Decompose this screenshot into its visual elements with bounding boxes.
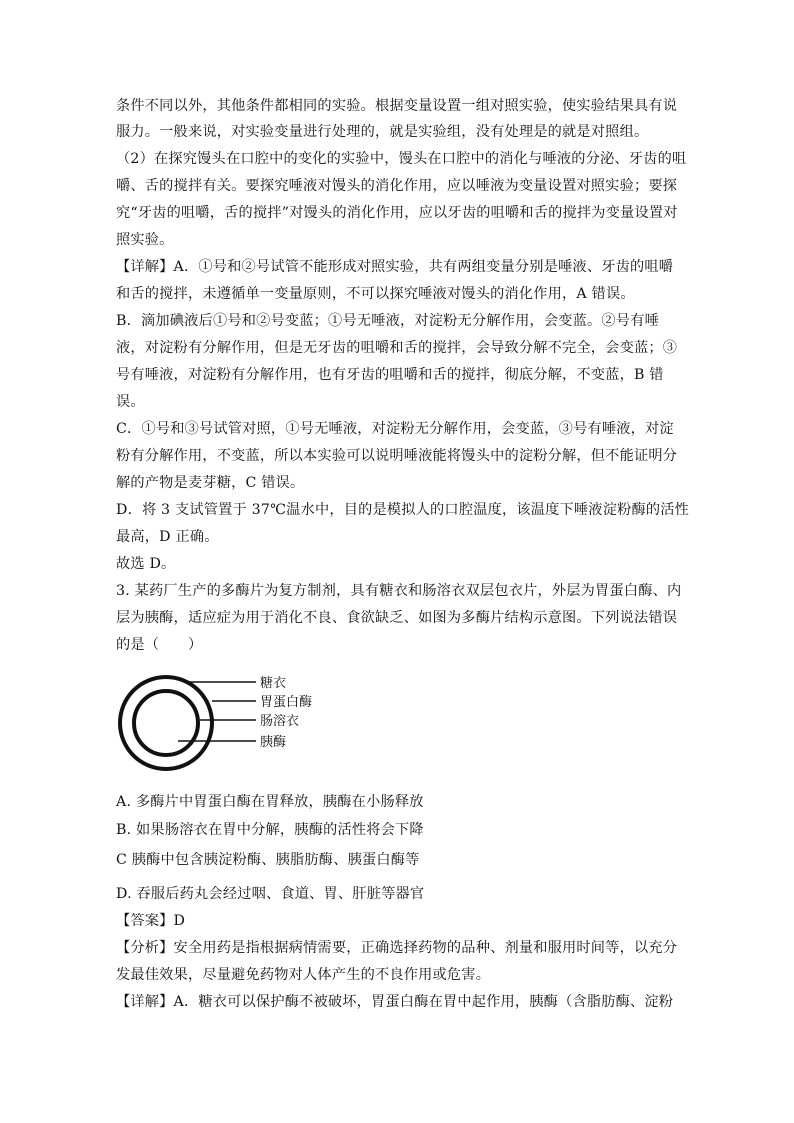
label-enteric-coat: 肠溶衣: [260, 714, 300, 729]
question-text: 3. 某药厂生产的多酶片为复方制剂，具有糖衣和肠溶衣双层包衣片，外层为胃蛋白酶、内: [116, 583, 682, 599]
text-line: 服力。一般来说，对实验变量进行处理的，就是实验组，没有处理是的就是对照组。: [116, 124, 649, 140]
explanation-line: 【详解】A．糖衣可以保护酶不被破坏，胃蛋白酶在胃中起作用，胰酶（含脂肪酶、淀粉: [116, 994, 674, 1010]
label-pancreatin: 胰酶: [260, 735, 287, 750]
inner-ring: [134, 691, 198, 755]
text-line: 嚼、舌的搅拌有关。要探究唾液对馒头的消化作用，应以唾液为变量设置对照实验；要探: [116, 178, 678, 194]
text-line: （2）在探究馒头在口腔中的变化的实验中，馒头在口腔中的消化与唾液的分泌、牙齿的咀: [116, 151, 687, 167]
text-line: 最高，D 正确。: [116, 529, 219, 545]
text-line: 【详解】A．①号和②号试管不能形成对照实验，共有两组变量分别是唾液、牙齿的咀嚼: [116, 259, 674, 275]
option-b: B. 如果肠溶衣在胃中分解，胰酶的活性将会下降: [116, 822, 424, 838]
tablet-structure-svg: [116, 668, 376, 778]
text-line: 究“牙齿的咀嚼，舌的搅拌”对馒头的消化作用，应以牙齿的咀嚼和舌的搅拌为变量设置对: [116, 205, 678, 221]
option-a: A. 多酶片中胃蛋白酶在胃释放，胰酶在小肠释放: [116, 794, 424, 810]
multienzyme-tablet-diagram: [116, 668, 376, 778]
text-line: 误。: [116, 394, 145, 410]
text-line: 号有唾液，对淀粉有分解作用，也有牙齿的咀嚼和舌的搅拌，彻底分解，不变蓝，B 错: [116, 367, 664, 383]
question-text: 的是（ ）: [116, 637, 203, 653]
analysis-line: 发最佳效果，尽量避免药物对人体产生的不良作用或危害。: [116, 967, 491, 983]
text-line: 解的产物是麦芽糖，C 错误。: [116, 475, 305, 491]
question-text: 层为胰酶，适应症为用于消化不良、食欲缺乏、如图为多酶片结构示意图。下列说法错误: [116, 610, 678, 626]
text-line: 和舌的搅拌，未遵循单一变量原则，不可以探究唾液对馒头的消化作用，A 错误。: [116, 286, 635, 302]
text-line: 液，对淀粉有分解作用，但是无牙齿的咀嚼和舌的搅拌，会导致分解不完全，会变蓝；③: [116, 340, 678, 356]
option-c: C 胰酶中包含胰淀粉酶、胰脂肪酶、胰蛋白酶等: [116, 852, 420, 868]
answer-line: 【答案】D: [116, 913, 186, 929]
option-d: D. 吞服后药丸会经过咽、食道、胃、肝脏等器官: [116, 886, 425, 902]
analysis-line: 【分析】安全用药是指根据病情需要，正确选择药物的品种、剂量和服用时间等，以充分: [116, 940, 678, 956]
text-line: 照实验。: [116, 232, 174, 248]
text-line: D．将 3 支试管置于 37℃温水中，目的是模拟人的口腔温度，该温度下唾液淀粉酶的活性: [116, 502, 690, 518]
text-line: B．滴加碘液后①号和②号变蓝；①号无唾液，对淀粉无分解作用，会变蓝。②号有唾: [116, 313, 659, 329]
text-line: 故选 D。: [116, 556, 176, 572]
text-line: 粉有分解作用，不变蓝，所以本实验可以说明唾液能将馒头中的淀粉分解，但不能证明分: [116, 448, 678, 464]
label-sugar-coat: 糖衣: [260, 676, 287, 691]
text-line: C．①号和③号试管对照，①号无唾液，对淀粉无分解作用，会变蓝，③号有唾液，对淀: [116, 421, 674, 437]
label-pepsin: 胃蛋白酶: [260, 695, 313, 710]
text-line: 条件不同以外，其他条件都相同的实验。根据变量设置一组对照实验，使实验结果具有说: [116, 98, 678, 114]
